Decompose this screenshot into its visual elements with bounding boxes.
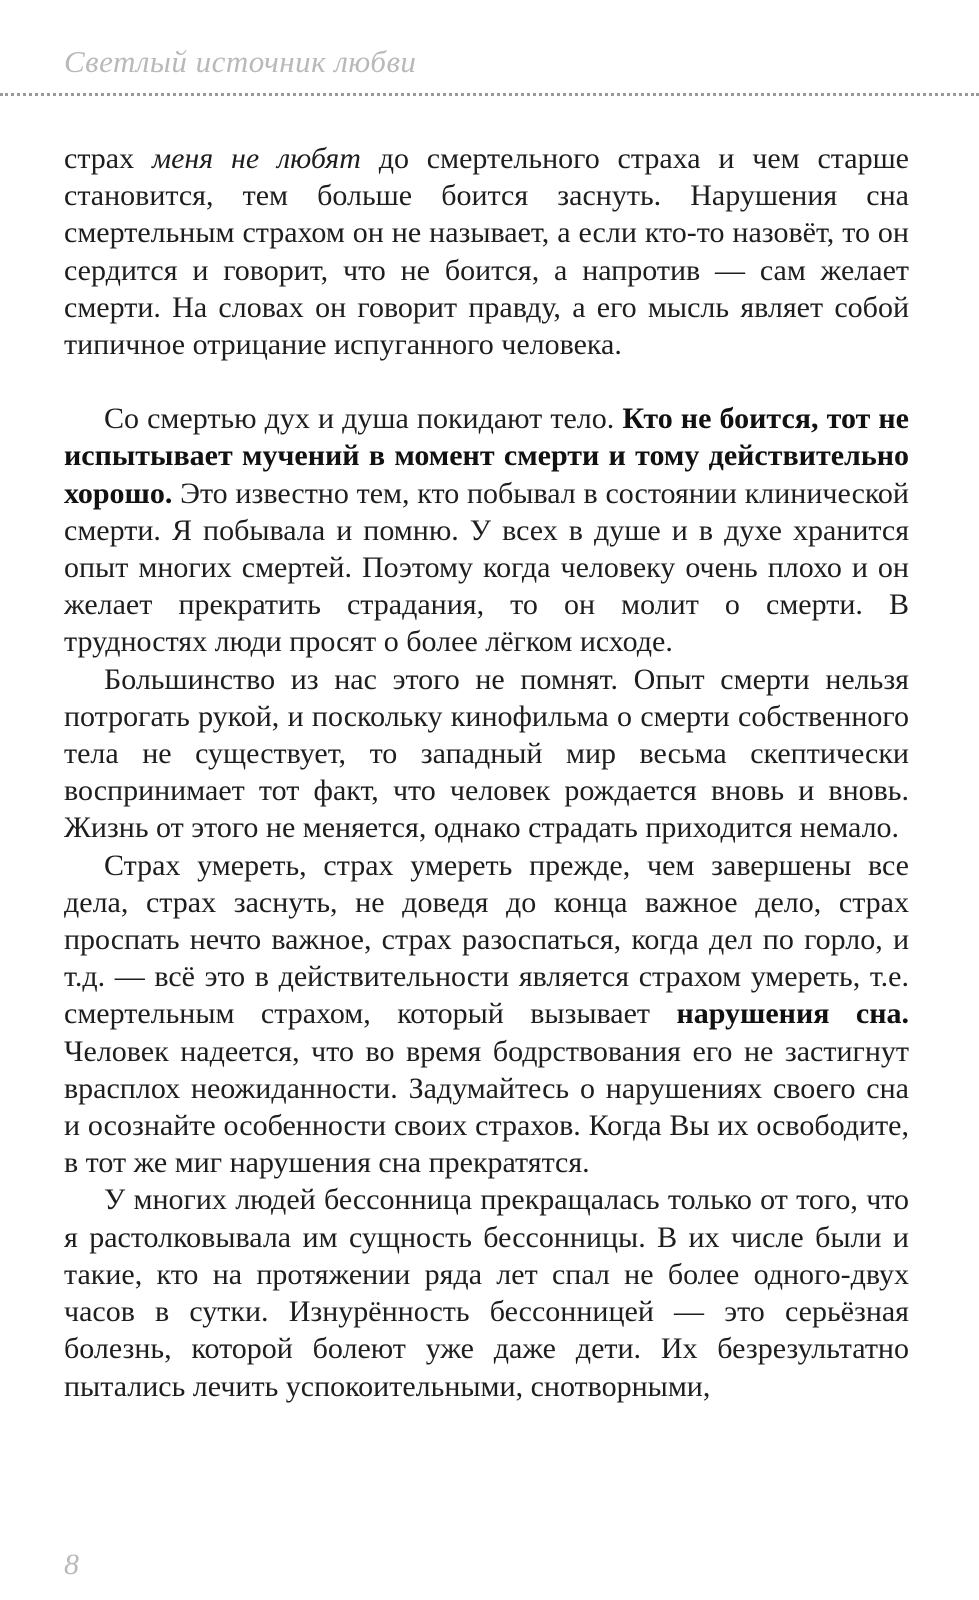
page-body [64,140,909,1405]
header-dotted-divider [0,93,979,96]
paragraph-5: У многих людей бессонница прекращалась только от того, что я растолковывала им сущность бессонницы. В их числе были и такие, кто на протяжении ряда лет спал не более одного-двух часов в сутки. Изнурённость бессонницей — это серьёзная болезнь, которой болеют уже даже дети. Их безрезультатно пытались лечить успокоительными, снотворными, [64,1183,909,1403]
running-header-title: Светлый источник любви [64,44,417,79]
paragraph-1 [64,140,909,363]
paragraph-4 [64,847,909,1182]
paragraph-4-text-start: Страх умереть, страх умереть прежде, чем завершены все дела, страх заснуть, не доведя до конца важное дело, страх проспать нечто важное, страх разоспаться, когда дел по горло, и т.д. — всё это в действительности является страхом умереть, т.е. смертельным страхом, который вызывает [64,848,909,1031]
paragraph-4-text-end: Человек надеется, что во время бодрствования его не застигнут врасплох неожиданности. Задумайтесь о нарушениях своего сна и осознайте особенности своих страхов. Когда Вы их освободите, в тот же миг нарушения сна прекратятся. [64,1034,909,1180]
paragraph-2-text-end: Это известно тем, кто побывал в состоянии клинической смерти. Я побывала и помню. У всех в душе и в духе хранится опыт многих смертей. Поэтому когда человеку очень плохо и он желает прекратить страдания, то он молит о смерти. В трудностях люди просят о более лёгком исходе. [64,476,909,659]
paragraph-3: Большинство из нас этого не помнят. Опыт смерти нельзя потрогать рукой, и поскольку кинофильма о смерти собственного тела не существует, то западный мир весьма скептически воспринимает тот факт, что человек рождается вновь и вновь. Жизнь от этого не меняется, однако страдать приходится немало. [64,662,909,845]
paragraph-2 [64,400,909,660]
paragraph-1-text-end: до смертельного страха и чем старше становится, тем больше боится заснуть. Нарушения сна смертельным страхом он не называет, а если кто-то назовёт, то он сердится и говорит, что не боится, а напротив — сам желает смерти. На словах он говорит правду, а его мысль являет собой типичное отрицание испуганного человека. [64,142,910,362]
paragraph-2-bold-phrase: Кто не боится, тот не испытывает мучений в момент смерти и тому действительно хорошо. [64,402,909,510]
paragraph-4-bold-phrase: нарушения сна. [676,997,910,1031]
page-number: 8 [64,1548,79,1581]
paragraph-2-text-start: Со смертью дух и душа покидают тело. [104,402,623,436]
paragraph-1-text-start: страх [64,142,152,175]
paragraph-1-italic-phrase: меня не любят [151,142,361,175]
